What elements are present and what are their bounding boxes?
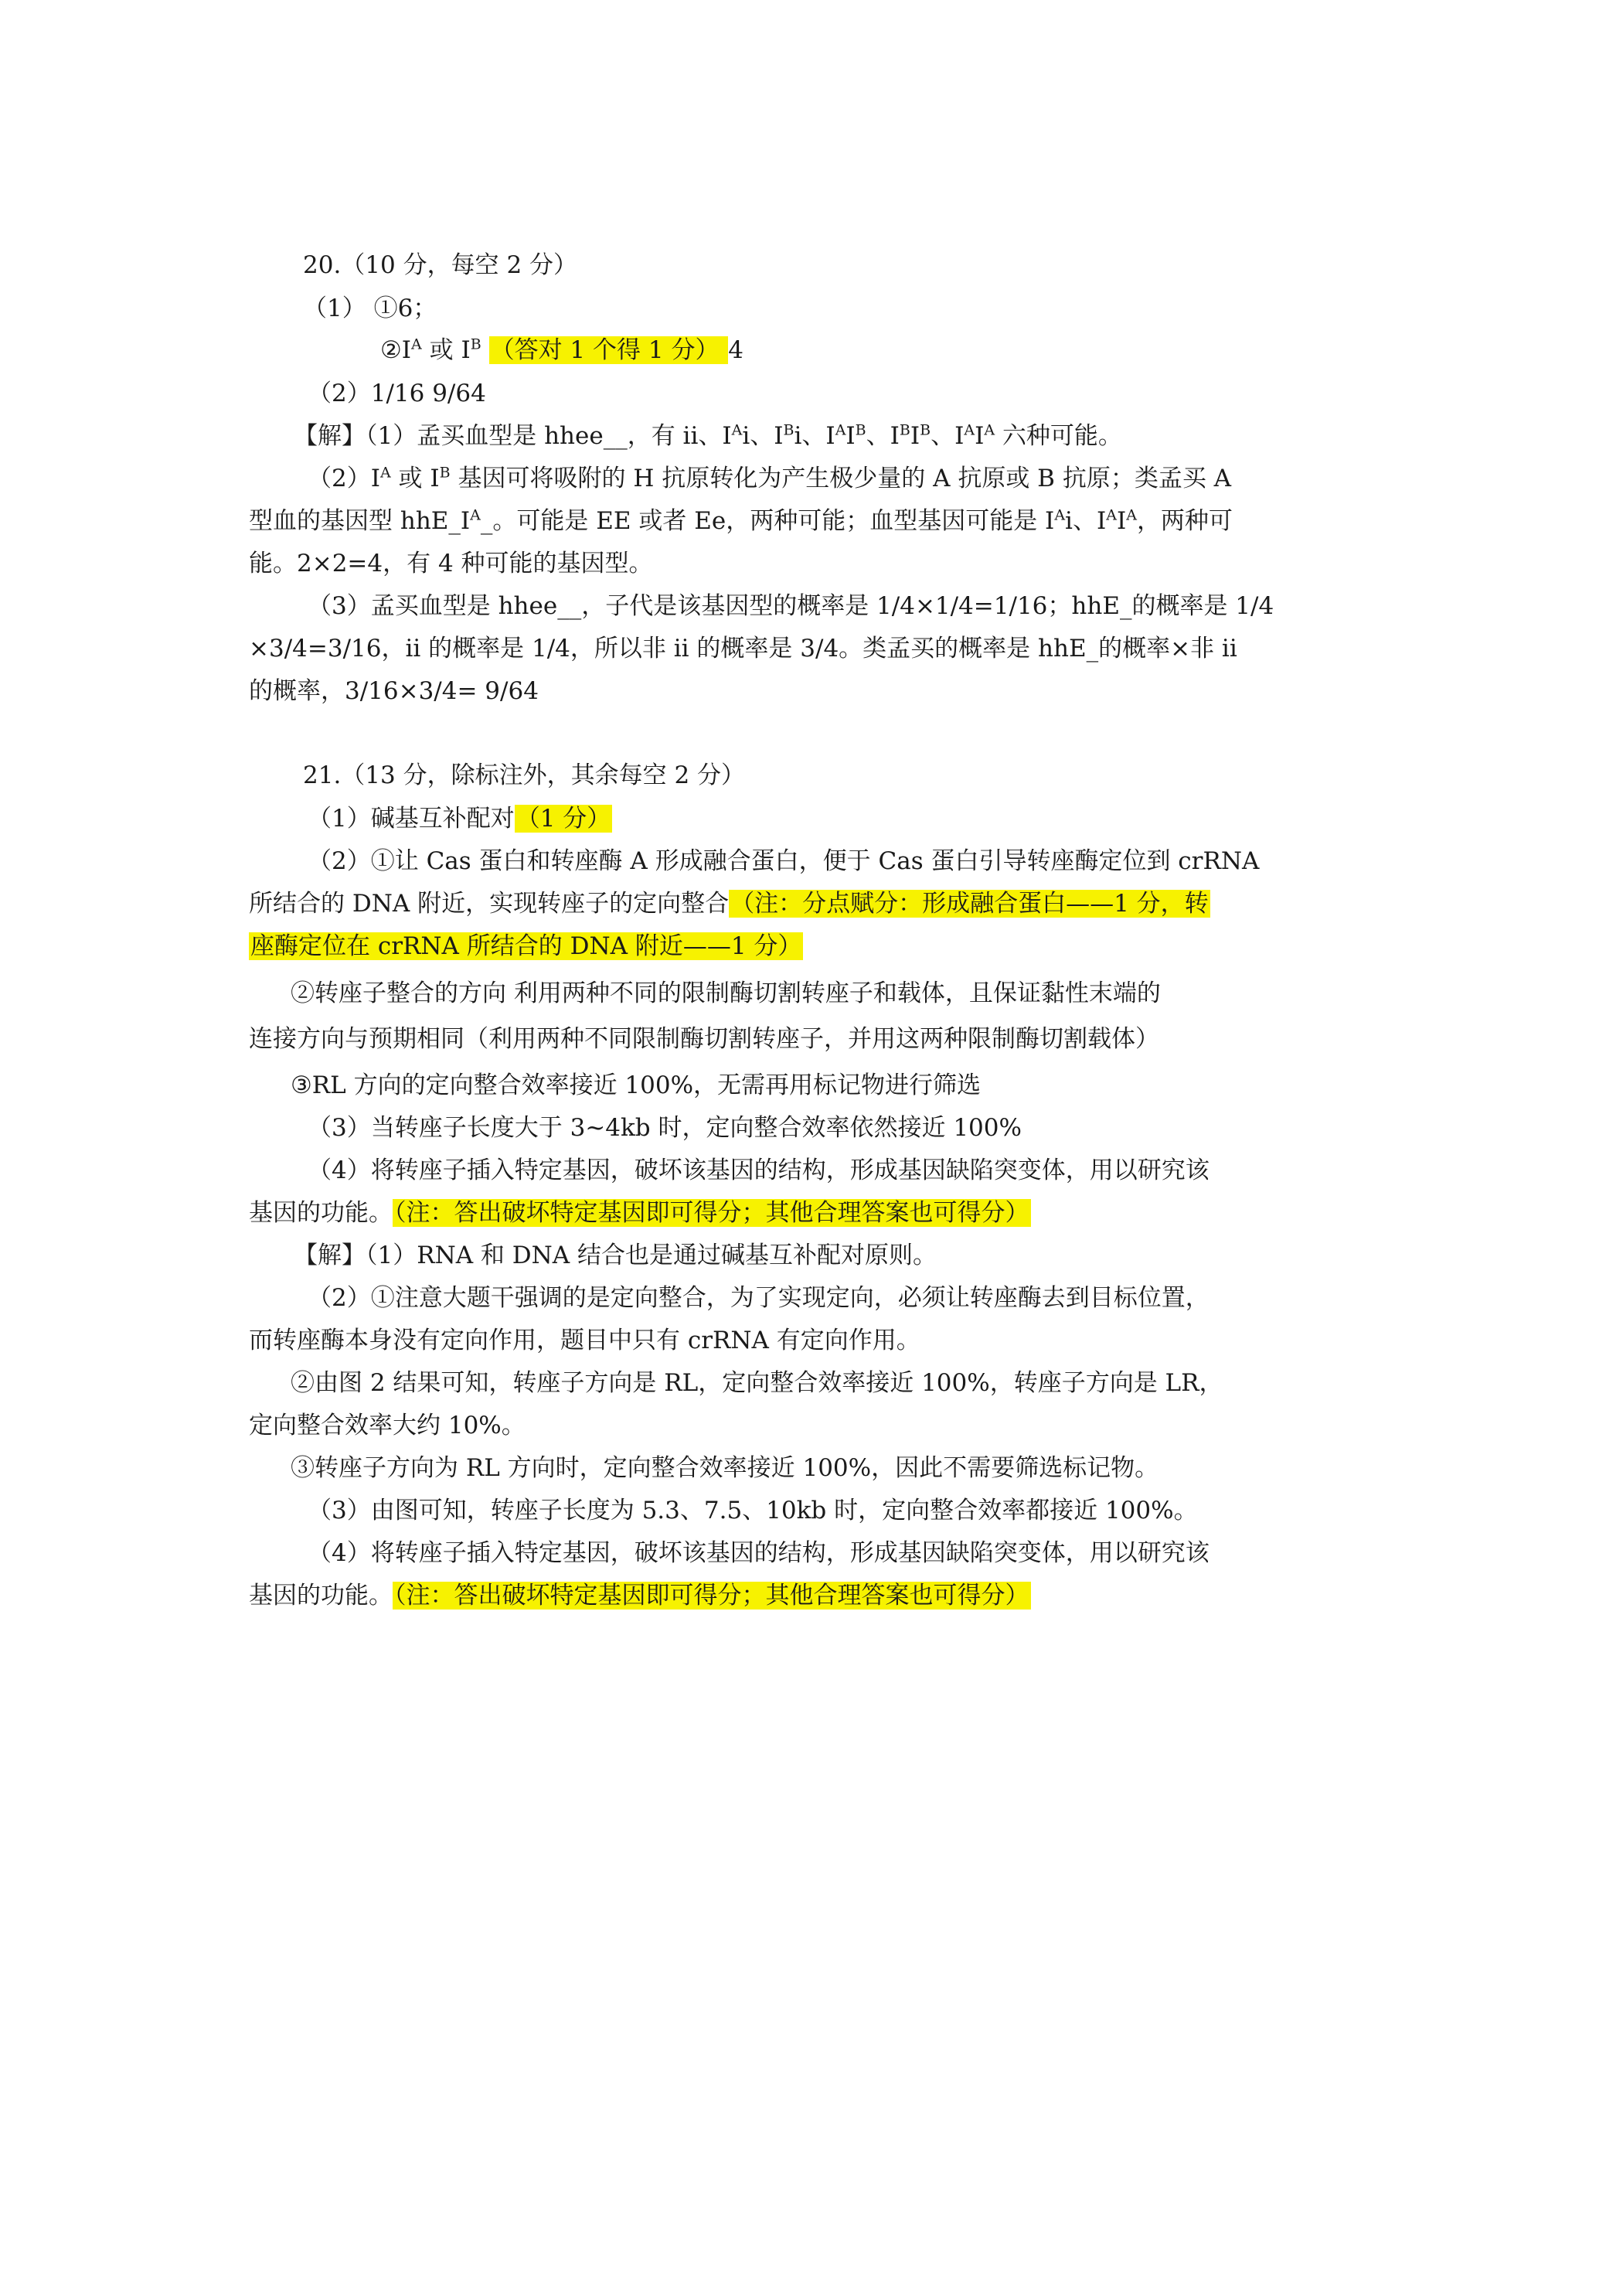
q21-answer-3: （3）当转座子长度大于 3~4kb 时，定向整合效率依然接近 100%	[308, 1114, 1022, 1142]
text: ②I	[380, 336, 412, 364]
text: 或 I	[390, 465, 440, 492]
text: 六种可能。	[995, 422, 1122, 450]
q21-answer-2-line1: （2）①让 Cas 蛋白和转座酶 A 形成融合蛋白，便于 Cas 蛋白引导转座酶定位到 crRNA	[308, 847, 1260, 875]
text: I	[910, 422, 920, 450]
q21-explanation-2b-line2: 定向整合效率大约 10%。	[249, 1412, 526, 1439]
q20-header: 20.（10 分，每空 2 分）	[303, 251, 578, 279]
superscript: B	[899, 421, 910, 439]
q20-explanation-3-line2: ×3/4=3/16，ii 的概率是 1/4，所以非 ii 的概率是 3/4。类孟买的概率是 hhE_的概率×非 ii	[249, 635, 1237, 663]
q21-explanation-1: 【解】（1）RNA 和 DNA 结合也是通过碱基互补配对原则。	[294, 1242, 937, 1269]
q21-answer-2-line3	[249, 928, 1393, 964]
text: 基因的功能。	[249, 1199, 393, 1227]
score-note: （答对 1 个得 1 分）	[490, 336, 727, 364]
score-note: （注：答出破坏特定基因即可得分；其他合理答案也可得分）	[394, 1199, 1029, 1227]
q20-explanation-2-line2	[249, 503, 1393, 539]
text: 基因可将吸附的 H 抗原转化为产生极少量的 A 抗原或 B 抗原；类孟买 A	[450, 465, 1232, 492]
text: 【解】（1）孟买血型是 hhee__，有 ii、I	[294, 422, 732, 450]
q20-explanation-2-line1	[308, 461, 1451, 496]
text: I	[975, 422, 985, 450]
text: i、I	[1065, 507, 1107, 535]
superscript: A	[470, 506, 481, 524]
superscript: A	[379, 464, 391, 482]
q20-answer-1b	[380, 332, 1524, 368]
q20-explanation-1	[294, 418, 1438, 454]
q21-answer-2-line2	[249, 886, 1393, 921]
q20-answer-1: （1） ①6；	[303, 295, 437, 322]
q21-answer-2b-line2: 连接方向与预期相同（利用两种不同限制酶切割转座子，并用这两种限制酶切割载体）	[249, 1025, 1159, 1053]
q21-explanation-2b-line1: ②由图 2 结果可知，转座子方向是 RL，定向整合效率接近 100%，转座子方向是 LR，	[291, 1369, 1223, 1397]
superscript: B	[920, 421, 931, 439]
q21-answer-4-line2	[249, 1195, 1393, 1231]
text: i、I	[742, 422, 784, 450]
q20-explanation-3-line3: 的概率，3/16×3/4= 9/64	[249, 677, 539, 705]
text: 或 I	[421, 336, 471, 364]
text: ，两种可	[1136, 507, 1233, 535]
q21-explanation-3: （3）由图可知，转座子长度为 5.3、7.5、10kb 时，定向整合效率都接近 100%。	[308, 1497, 1198, 1524]
superscript: B	[470, 336, 481, 353]
text: 、I	[866, 422, 900, 450]
q21-explanation-2-line2: 而转座酶本身没有定向作用，题目中只有 crRNA 有定向作用。	[249, 1327, 920, 1354]
q20-explanation-3-line1: （3）孟买血型是 hhee__，子代是该基因型的概率是 1/4×1/4=1/16；hhE_的概率是 1/4	[308, 592, 1274, 620]
score-note: （注：答出破坏特定基因即可得分；其他合理答案也可得分）	[394, 1582, 1029, 1610]
q21-answer-4-line1: （4）将转座子插入特定基因，破坏该基因的结构，形成基因缺陷突变体，用以研究该	[308, 1157, 1210, 1184]
text: i、I	[794, 422, 835, 450]
text: 所结合的 DNA 附近，实现转座子的定向整合	[249, 890, 730, 918]
superscript: A	[984, 421, 995, 439]
q20-explanation-2-line3: 能。2×2=4，有 4 种可能的基因型。	[249, 550, 653, 577]
score-note: （1 分）	[515, 805, 611, 833]
text: （2）I	[308, 465, 380, 492]
superscript: B	[783, 421, 794, 439]
text: _。可能是 EE 或者 Ee，两种可能；血型基因可能是 I	[480, 507, 1055, 535]
superscript: A	[1054, 506, 1066, 524]
text: 4	[728, 336, 744, 364]
q21-answer-2b-line1: ②转座子整合的方向 利用两种不同的限制酶切割转座子和载体，且保证黏性末端的	[291, 979, 1161, 1007]
text: 型血的基因型 hhE_I	[249, 507, 471, 535]
text: 基因的功能。	[249, 1582, 393, 1610]
text: 、I	[931, 422, 965, 450]
q21-explanation-2c: ③转座子方向为 RL 方向时，定向整合效率接近 100%，因此不需要筛选标记物。	[291, 1454, 1159, 1482]
q21-explanation-4-line1: （4）将转座子插入特定基因，破坏该基因的结构，形成基因缺陷突变体，用以研究该	[308, 1539, 1210, 1567]
text: I	[846, 422, 856, 450]
superscript: A	[411, 336, 422, 353]
text: （1）碱基互补配对	[308, 805, 515, 833]
superscript: A	[731, 421, 743, 439]
text: I	[1116, 507, 1127, 535]
score-note: 座酶定位在 crRNA 所结合的 DNA 附近——1 分）	[250, 932, 802, 960]
superscript: A	[1126, 506, 1137, 524]
superscript: B	[855, 421, 866, 439]
superscript: A	[835, 421, 846, 439]
superscript: B	[439, 464, 451, 482]
superscript: A	[1106, 506, 1117, 524]
q21-answer-1	[308, 801, 1451, 836]
q21-header: 21.（13 分，除标注外，其余每空 2 分）	[303, 761, 746, 789]
q21-explanation-2-line1: （2）①注意大题干强调的是定向整合，为了实现定向，必须让转座酶去到目标位置，	[308, 1284, 1210, 1312]
q21-answer-2c: ③RL 方向的定向整合效率接近 100%，无需再用标记物进行筛选	[291, 1071, 982, 1099]
superscript: A	[964, 421, 975, 439]
q21-explanation-4-line2	[249, 1578, 1393, 1613]
q20-answer-2: （2）1/16 9/64	[308, 380, 486, 407]
score-note: （注：分点赋分：形成融合蛋白——1 分，转	[730, 890, 1209, 918]
